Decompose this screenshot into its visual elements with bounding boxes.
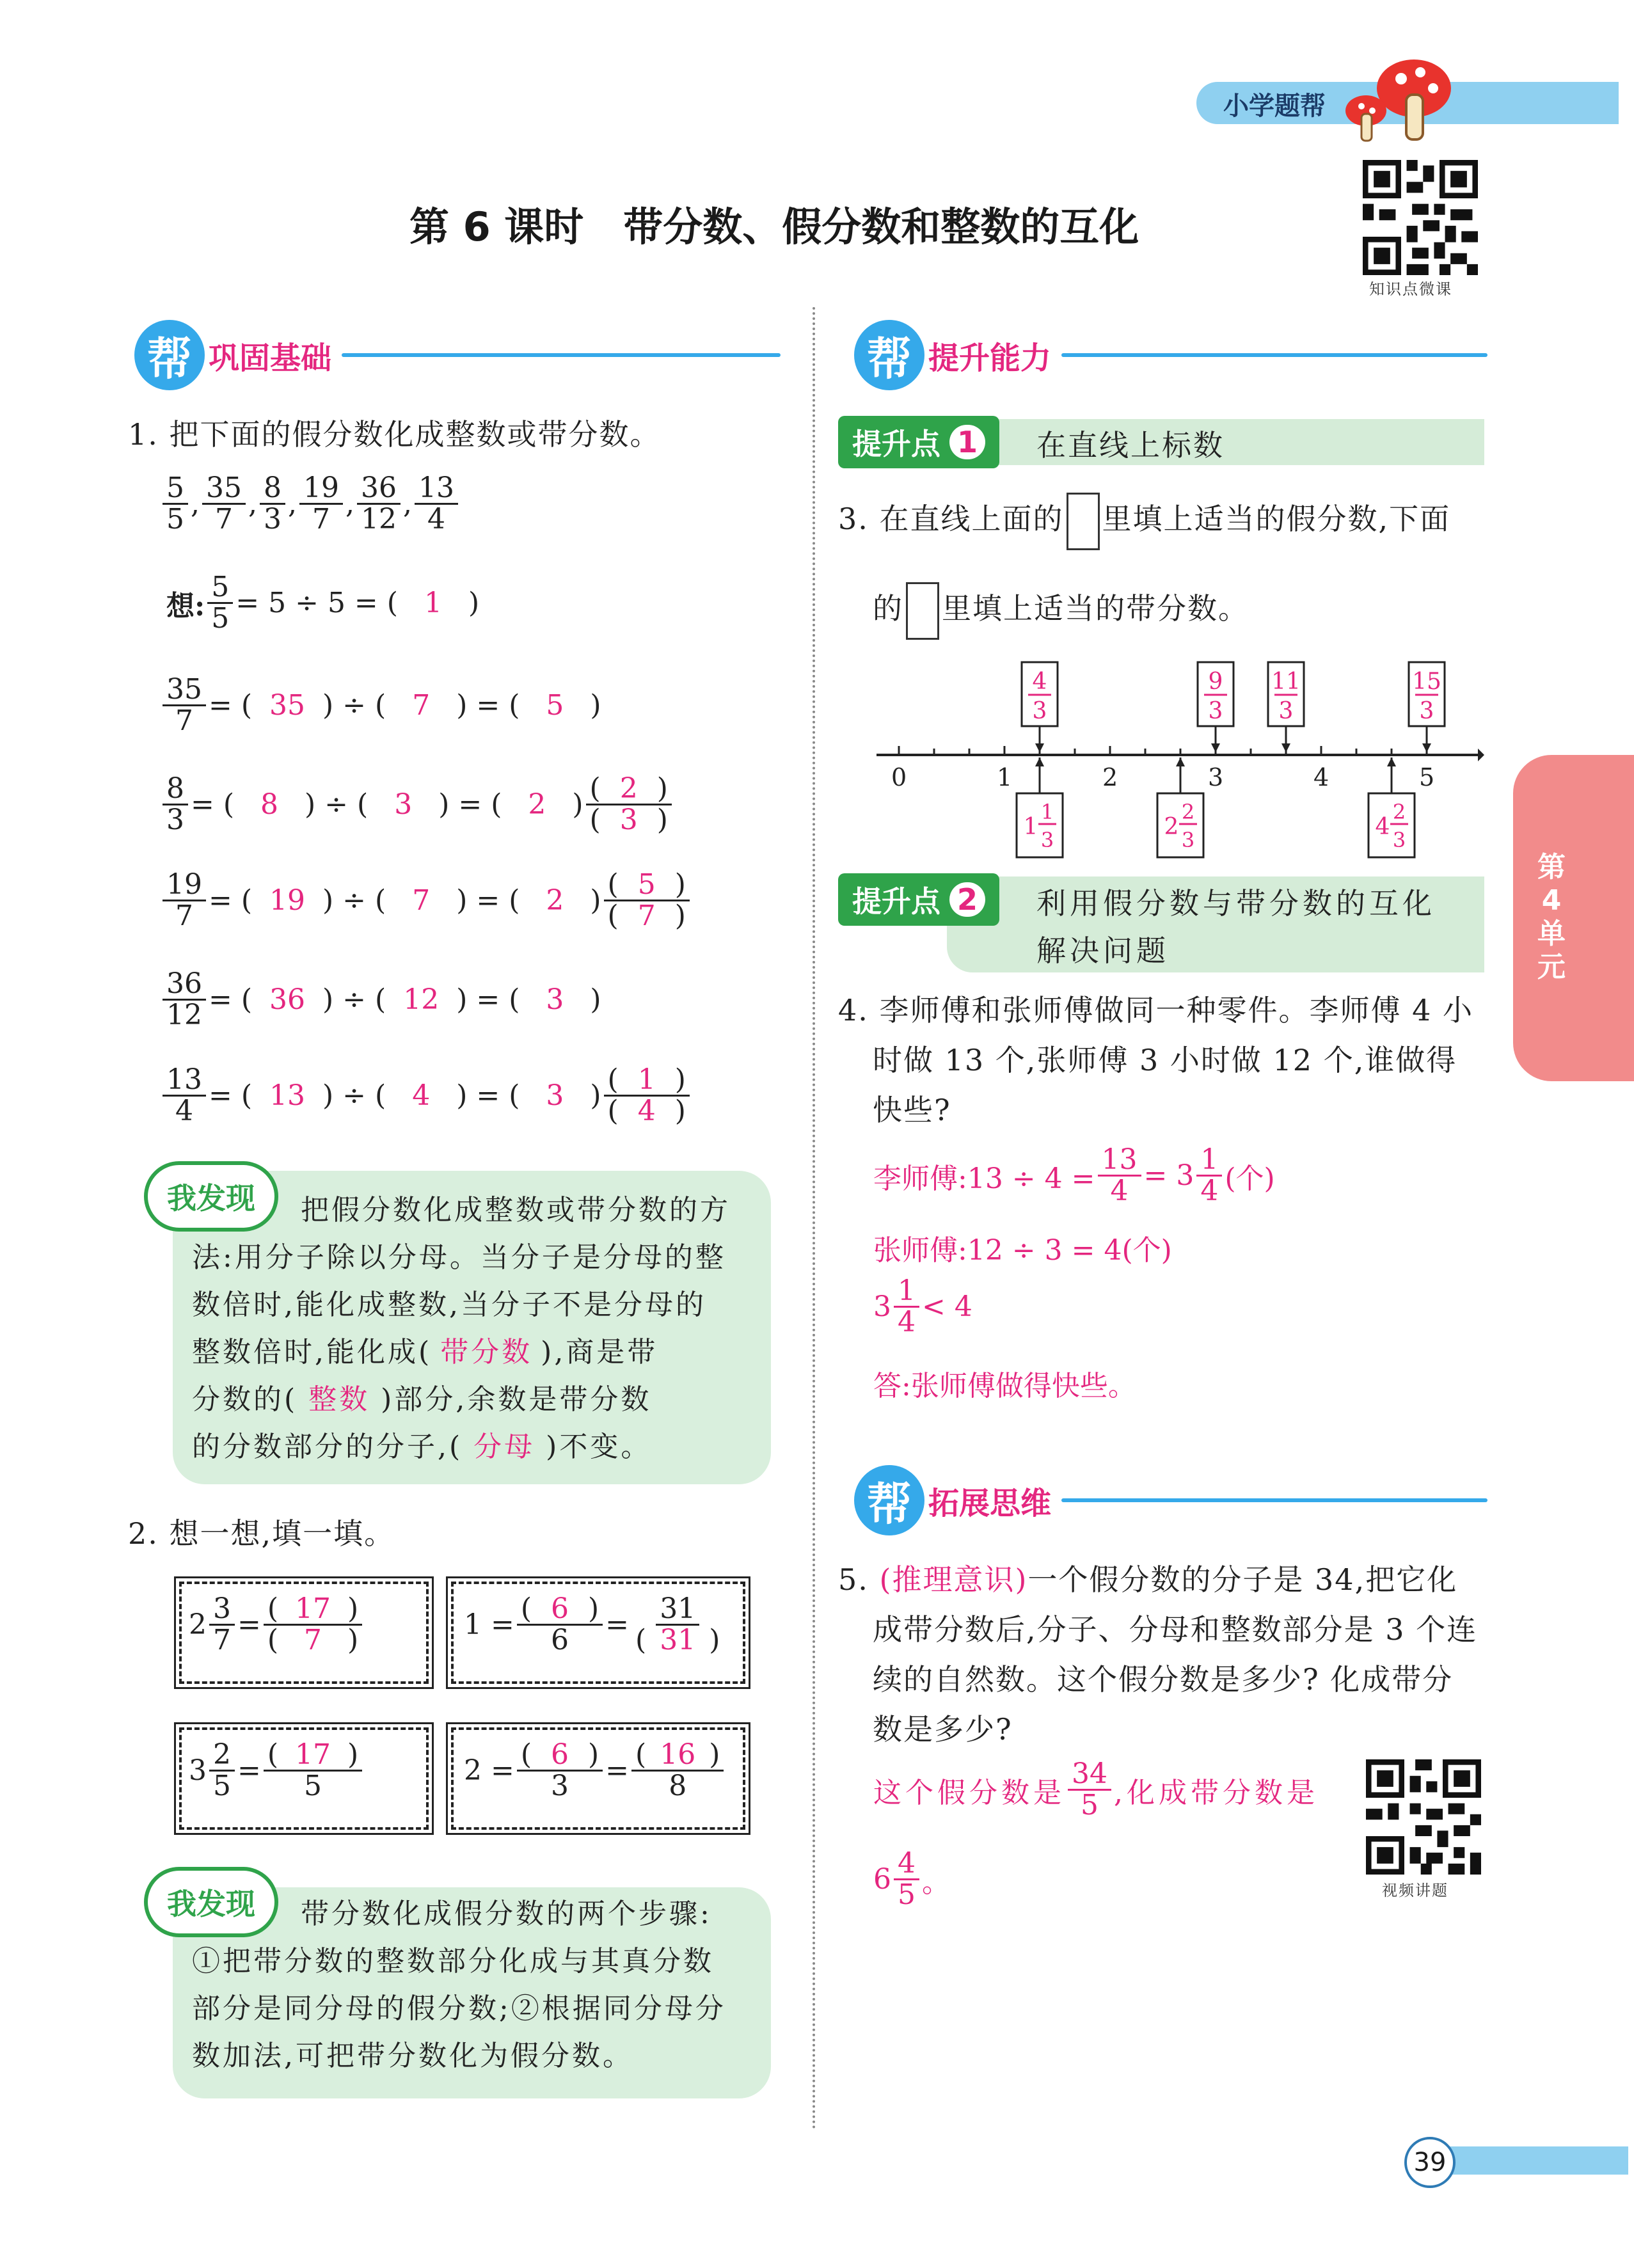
section-rule: [1061, 353, 1487, 357]
q4-text: 4. 李师傅和张师傅做同一种零件。李师傅 4 小 时做 13 个,张师傅 3 小时做 12 个,谁做得 快些?: [838, 993, 1474, 1127]
fraction: $\frac{5}{5}$: [163, 473, 188, 534]
answer[interactable]: 1: [424, 587, 442, 620]
svg-text:3: 3: [1419, 698, 1434, 724]
fraction: $\frac{19}{7}$: [299, 473, 343, 534]
q4-answer-1[interactable]: 李师傅:13 ÷ 4 = $\frac{13}{4}$ = 3 $\frac{1}{4}$ (个): [873, 1143, 1275, 1208]
answer[interactable]: 3: [394, 788, 413, 821]
whole-part: 2: [189, 1608, 207, 1642]
section-title: 拓展思维: [928, 1485, 1052, 1521]
answer[interactable]: 整数: [308, 1383, 370, 1416]
answer[interactable]: 5: [546, 689, 564, 722]
fraction: $\frac{8}{3}$: [163, 774, 188, 835]
section-header-improve: [854, 320, 1487, 390]
fraction: $\frac{3}{7}$: [209, 1594, 235, 1655]
axis-label: 1: [997, 763, 1013, 791]
discover-text-1: [192, 1187, 755, 1471]
lead: 1 =: [464, 1608, 514, 1642]
discover-badge: 我发现: [144, 1161, 278, 1232]
brand-name: 小学题帮: [1223, 91, 1326, 121]
point2-title: 利用假分数与带分数的互化 解决问题: [1036, 886, 1436, 968]
q4-answer-2[interactable]: 张师傅:12 ÷ 3 = 4(个): [873, 1234, 1172, 1267]
svg-text:2: 2: [1392, 800, 1406, 824]
section-rule: [342, 353, 781, 357]
svg-text:15: 15: [1412, 669, 1441, 695]
point1-label: 提升点 1: [838, 416, 999, 468]
q3-text: 3. 在直线上面的 里填上适当的假分数,下面 的 里填上适当的带分数。: [838, 493, 1491, 640]
svg-text:3: 3: [1392, 828, 1406, 852]
section-title: 提升能力: [928, 340, 1052, 376]
q1-prompt: 1. 把下面的假分数化成整数或带分数。: [128, 417, 661, 452]
side-tab-char: 元: [1537, 951, 1566, 983]
answer-fraction: $\frac{( 17 )}{5}$: [264, 1740, 362, 1801]
qr-code-icon[interactable]: [1363, 160, 1478, 275]
svg-text:3: 3: [1208, 698, 1223, 724]
fraction: $\frac{2}{5}$: [209, 1740, 235, 1801]
top-answer-box[interactable]: [1198, 662, 1233, 752]
q5-text: 5. (推理意识)一个假分数的分子是 34,把它化 成带分数后,分子、分母和整数部分是 3 个连 续的自然数。这个假分数是多少? 化成带分 数是多少?: [838, 1562, 1478, 1747]
q1-think-line: 想: $\frac{5}{5}$ = 5 ÷ 5 = ( 1 ): [166, 571, 480, 635]
q5-answer-1[interactable]: 这个假分数是 $\frac{34}{5}$ ,化成带分数是: [873, 1757, 1319, 1822]
fraction: $\frac{5}{5}$: [207, 573, 233, 633]
q2-box-2-content: 1 = $\frac{( 6 )}{6}$ = $\frac{31}{( 31 )}$: [464, 1594, 726, 1655]
think-rest: = 5 ÷ 5 = (: [235, 587, 398, 620]
answer[interactable]: 7: [412, 689, 431, 722]
svg-text:2: 2: [1164, 814, 1179, 840]
point1-title: 在直线上标数: [1036, 428, 1225, 463]
answer-box-icon: [906, 582, 939, 640]
side-tab-text: [1516, 851, 1587, 984]
column-divider: [813, 307, 815, 2130]
answer-fraction[interactable]: $\frac{( 2 )}{( 3 )}$: [586, 774, 672, 835]
answer[interactable]: 19: [269, 884, 306, 917]
qr-code-icon[interactable]: [1366, 1759, 1481, 1875]
q1-equation-row: $\frac{8}{3}$ = ( 8 ) ÷ ( 3 ) = ( 2 ) $\frac{( 2 )}{( 3 )}$: [160, 774, 674, 835]
answer[interactable]: 2: [528, 788, 546, 821]
axis-label: 2: [1102, 763, 1118, 791]
answer-fraction: $\frac{( 16 )}{8}$: [631, 1740, 724, 1801]
fraction: $\frac{8}{3}$: [260, 473, 285, 534]
side-tab-char: 第: [1537, 851, 1566, 884]
answer-fraction[interactable]: $\frac{( 5 )}{( 7 )}$: [604, 870, 690, 931]
page-number: 39: [1404, 2137, 1456, 2188]
top-answer-box[interactable]: [1268, 662, 1304, 752]
text-line: 的分数部分的分子,( 分母 )不变。: [192, 1423, 755, 1471]
q1-equation-row: $\frac{13}{4}$ = ( 13 ) ÷ ( 4 ) = ( 3 ) $\frac{( 1 )}{( 4 )}$: [160, 1065, 692, 1126]
answer[interactable]: 8: [260, 788, 279, 821]
answer[interactable]: 7: [412, 884, 431, 917]
answer[interactable]: 35: [269, 689, 306, 722]
svg-text:11: 11: [1271, 669, 1301, 695]
discover-text-2: [192, 1891, 755, 2080]
qr-caption-top: 知识点微课: [1369, 280, 1452, 298]
svg-text:4: 4: [1375, 814, 1390, 840]
q2-prompt: 2. 想一想,填一填。: [128, 1516, 395, 1551]
side-tab-char: 4: [1541, 884, 1562, 917]
q1-equation-row: $\frac{36}{12}$ = ( 36 ) ÷ ( 12 ) = ( 3 ): [160, 969, 601, 1030]
mushroom-icon: [1337, 50, 1465, 146]
fraction: $\frac{13}{4}$: [415, 473, 458, 534]
bottom-answer-box[interactable]: [1157, 757, 1203, 857]
think-label: 想:: [166, 589, 205, 623]
section-title: 巩固基础: [209, 340, 332, 376]
answer[interactable]: 分母: [473, 1431, 535, 1463]
q1-fraction-list: $\frac{5}{5}$ , $\frac{35}{7}$ , $\frac{8}{3}$ , $\frac{19}{7}$ , $\frac{36}{12}$ , $\frac{13}{4}$: [160, 473, 461, 534]
axis-label: 0: [891, 763, 907, 791]
answer[interactable]: 带分数: [440, 1336, 533, 1368]
text-line: 数倍时,能化成整数,当分子不是分母的: [192, 1289, 706, 1321]
fraction: $\frac{36}{12}$: [163, 969, 206, 1030]
q2-box-1-content: 2 $\frac{3}{7}$ = $\frac{( 17 )}{( 7 )}$: [189, 1594, 365, 1655]
answer-fraction: $\frac{( 17 )}{( 7 )}$: [264, 1594, 362, 1655]
fraction: $\frac{35}{7}$: [202, 473, 246, 534]
text-line: 分数的( 整数 )部分,余数是带分数: [192, 1376, 755, 1423]
answer-fraction: $\frac{( 6 )}{3}$: [517, 1740, 603, 1801]
answer[interactable]: 2: [546, 884, 564, 917]
svg-text:3: 3: [1181, 828, 1195, 852]
top-answer-box[interactable]: [1409, 662, 1445, 752]
fraction: $\frac{35}{7}$: [163, 675, 206, 736]
text-line: 部分是同分母的假分数;②根据同分母分: [192, 1992, 726, 2025]
q5-answer-2[interactable]: 6 $\frac{4}{5}$ 。: [873, 1847, 950, 1912]
side-tab-char: 单: [1537, 917, 1566, 950]
svg-text:3: 3: [1040, 828, 1054, 852]
section-header-extend: [854, 1465, 1487, 1535]
svg-text:4: 4: [1032, 669, 1047, 695]
axis-arrow: [1478, 749, 1484, 761]
q2-box-3-content: 3 $\frac{2}{5}$ = $\frac{( 17 )}{5}$: [189, 1740, 365, 1801]
svg-text:2: 2: [1181, 800, 1195, 824]
lead: 2 =: [464, 1754, 514, 1788]
answer[interactable]: 3: [546, 983, 564, 1017]
answer[interactable]: 3: [546, 1079, 564, 1113]
q4-answer-4[interactable]: 答:张师傅做得快些。: [873, 1370, 1136, 1402]
bottom-answer-box[interactable]: [1017, 757, 1063, 857]
text-line: 数加法,可把带分数化为假分数。: [192, 2040, 633, 2072]
bang-badge: 帮: [134, 320, 205, 390]
qr-caption-bottom: 视频讲题: [1382, 1882, 1448, 1899]
text-line: 把假分数化成整数或带分数的方: [301, 1194, 731, 1226]
svg-text:1: 1: [1040, 800, 1054, 824]
axis-label: 5: [1419, 763, 1435, 791]
answer[interactable]: 12: [403, 983, 440, 1017]
whole-part: 3: [189, 1754, 207, 1788]
answer[interactable]: 36: [269, 983, 306, 1017]
footer-bar: [1436, 2146, 1628, 2175]
text-line: 带分数化成假分数的两个步骤:: [301, 1898, 712, 1930]
section-rule: [1061, 1498, 1487, 1502]
fraction: $\frac{13}{4}$: [163, 1065, 206, 1126]
number-line: [876, 653, 1484, 864]
bang-badge: 帮: [854, 1465, 924, 1535]
answer[interactable]: 4: [412, 1079, 431, 1113]
axis-label: 4: [1313, 763, 1329, 791]
discover-badge: 我发现: [144, 1867, 278, 1937]
top-answer-box[interactable]: [1022, 662, 1058, 752]
q2-box-4-content: 2 = $\frac{( 6 )}{3}$ = $\frac{( 16 )}{8}$: [464, 1740, 726, 1801]
answer-fraction: $\frac{31}{( 31 )}$: [635, 1592, 720, 1657]
answer-box-icon: [1067, 493, 1100, 550]
text-line: ①把带分数的整数部分化成与其真分数: [192, 1945, 714, 1978]
text-line: 整数倍时,能化成( 带分数 ),商是带: [192, 1329, 755, 1376]
section-header-basics: [134, 320, 781, 390]
point2-label: 提升点 2: [838, 873, 999, 926]
text-line: 法:用分子除以分母。当分子是分母的整: [192, 1241, 726, 1274]
fraction: $\frac{19}{7}$: [163, 870, 206, 931]
bottom-answer-box[interactable]: [1368, 757, 1415, 857]
q1-equation-row: $\frac{19}{7}$ = ( 19 ) ÷ ( 7 ) = ( 2 ) $\frac{( 5 )}{( 7 )}$: [160, 870, 692, 931]
svg-text:9: 9: [1208, 669, 1223, 695]
axis-label: 3: [1208, 763, 1224, 791]
number-line-svg: [876, 653, 1484, 864]
fraction: $\frac{36}{12}$: [357, 473, 401, 534]
answer[interactable]: 13: [269, 1079, 306, 1113]
q1-equation-row: $\frac{35}{7}$ = ( 35 ) ÷ ( 7 ) = ( 5 ): [160, 675, 601, 736]
answer-fraction[interactable]: $\frac{( 1 )}{( 4 )}$: [604, 1065, 690, 1126]
svg-text:1: 1: [1023, 814, 1038, 840]
bang-badge: 帮: [854, 320, 924, 390]
page-title: 第 6 课时 带分数、假分数和整数的互化: [409, 203, 1139, 250]
q4-answer-3[interactable]: 3 $\frac{1}{4}$ < 4: [873, 1274, 972, 1339]
svg-text:3: 3: [1032, 698, 1047, 724]
answer-fraction: $\frac{( 6 )}{6}$: [517, 1594, 603, 1655]
svg-text:3: 3: [1278, 698, 1294, 724]
